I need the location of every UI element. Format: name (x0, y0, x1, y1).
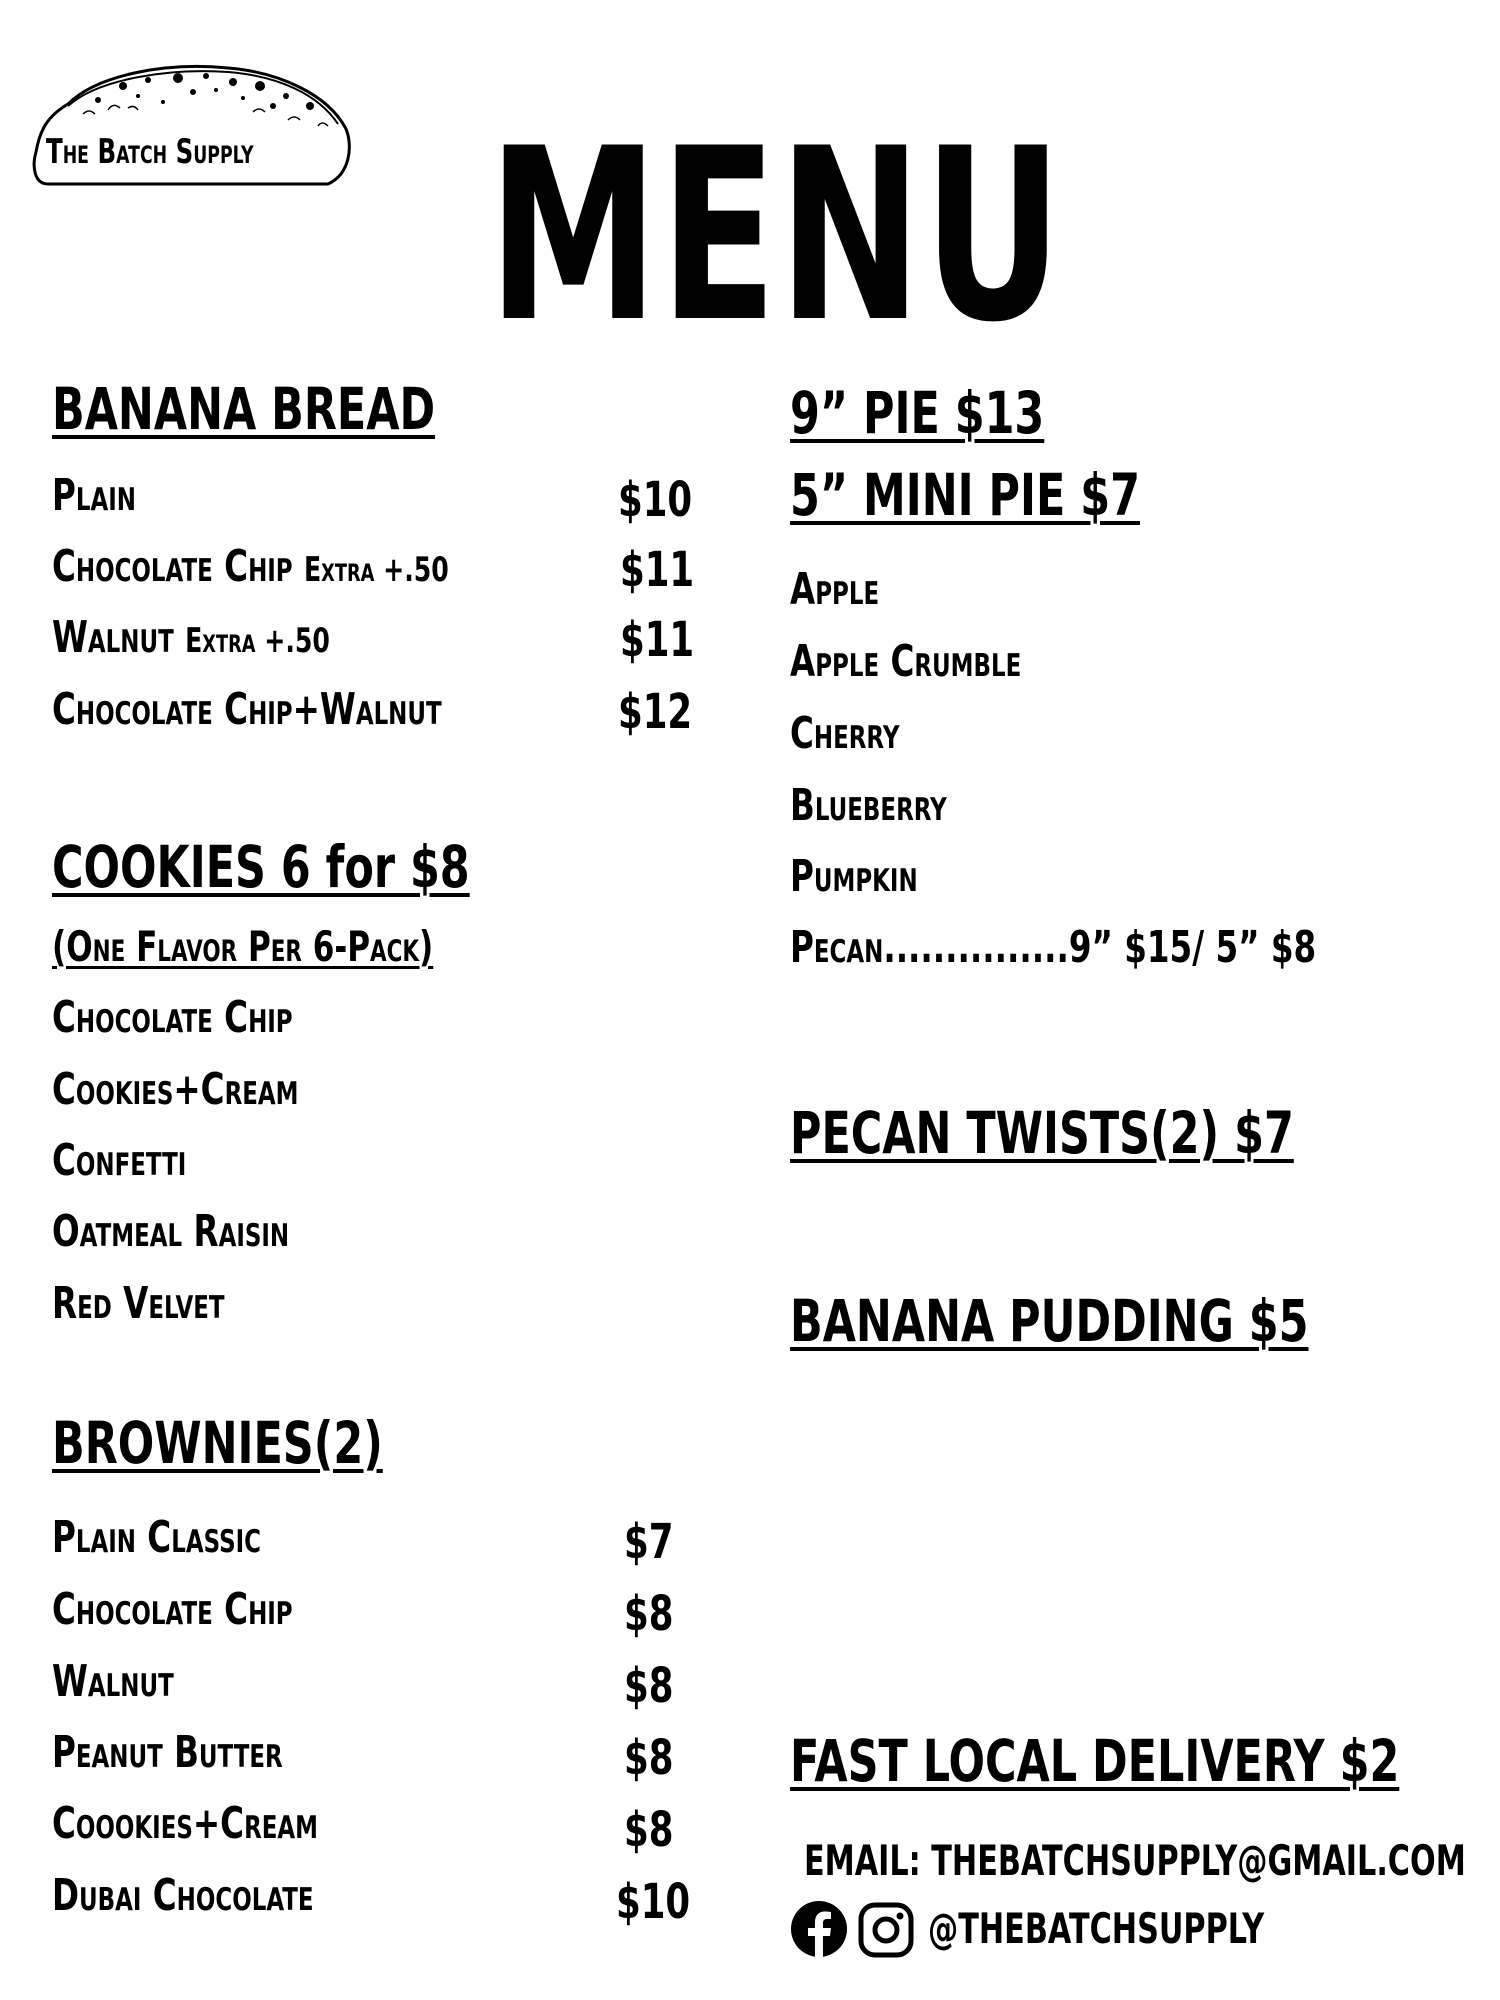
logo-text: The Batch Supply (46, 132, 254, 172)
brownies-heading: BROWNIES(2) (52, 1409, 383, 1477)
pie-item: Cherry (790, 708, 900, 759)
facebook-icon[interactable] (790, 1900, 848, 1958)
pie-item: Apple (790, 564, 880, 615)
banana-bread-price: $10 (618, 472, 693, 528)
social-handle[interactable]: @THEBATCHSUPPLY (928, 1904, 1265, 1953)
banana-bread-price: $12 (618, 684, 693, 740)
pie-item: Apple Crumble (790, 636, 1022, 687)
brownie-item: Dubai Chocolate (52, 1870, 314, 1921)
banana-bread-price: $11 (620, 612, 695, 668)
pie-item: Blueberry (790, 780, 947, 831)
delivery-heading: FAST LOCAL DELIVERY $2 (790, 1727, 1400, 1795)
cookie-item: Oatmeal Raisin (52, 1206, 290, 1257)
brownie-item: Chocolate Chip (52, 1584, 293, 1635)
banana-pudding-heading: BANANA PUDDING $5 (790, 1287, 1309, 1355)
pecan-twists-heading: PECAN TWISTS(2) $7 (790, 1099, 1294, 1167)
mini-pie-heading: 5” MINI PIE $7 (790, 461, 1140, 529)
banana-bread-item: Walnut Extra +.50 (52, 612, 330, 663)
cookies-note: (One Flavor Per 6-Pack) (52, 922, 434, 971)
brownie-price: $7 (624, 1514, 674, 1570)
cookie-item: Cookies+Cream (52, 1064, 299, 1115)
pie-item: Pecan...............9” $15/ 5” $8 (790, 922, 1317, 973)
brownie-price: $8 (624, 1586, 674, 1642)
extra-charge-note: Extra +.50 (185, 621, 330, 661)
banana-bread-item: Plain (52, 470, 136, 521)
cookies-heading: COOKIES 6 for $8 (52, 833, 470, 901)
pie-heading: 9” PIE $13 (790, 379, 1045, 447)
logo (28, 34, 353, 194)
banana-bread-price: $11 (620, 542, 695, 598)
brownie-item: Plain Classic (52, 1512, 261, 1563)
cookie-item: Confetti (52, 1135, 187, 1186)
brownie-item: Walnut (52, 1656, 174, 1707)
banana-bread-heading: BANANA BREAD (52, 375, 436, 443)
cookie-item: Red Velvet (52, 1278, 225, 1329)
brownie-price: $8 (624, 1802, 674, 1858)
banana-bread-item: Chocolate Chip Extra +.50 (52, 541, 449, 592)
instagram-icon[interactable] (858, 1902, 914, 1958)
brownie-item: Peanut Butter (52, 1727, 283, 1778)
page-title: MENU (488, 98, 1064, 375)
brownie-item: Coookies+Cream (52, 1798, 319, 1849)
email-text: EMAIL: THEBATCHSUPPLY@GMAIL.COM (804, 1836, 1466, 1885)
cookie-item: Chocolate Chip (52, 992, 293, 1043)
pie-item: Pumpkin (790, 851, 918, 902)
brownie-price: $10 (616, 1874, 691, 1930)
brownie-price: $8 (624, 1658, 674, 1714)
banana-bread-item: Chocolate Chip+Walnut (52, 684, 442, 735)
brownie-price: $8 (624, 1730, 674, 1786)
extra-charge-note: Extra +.50 (303, 550, 449, 590)
